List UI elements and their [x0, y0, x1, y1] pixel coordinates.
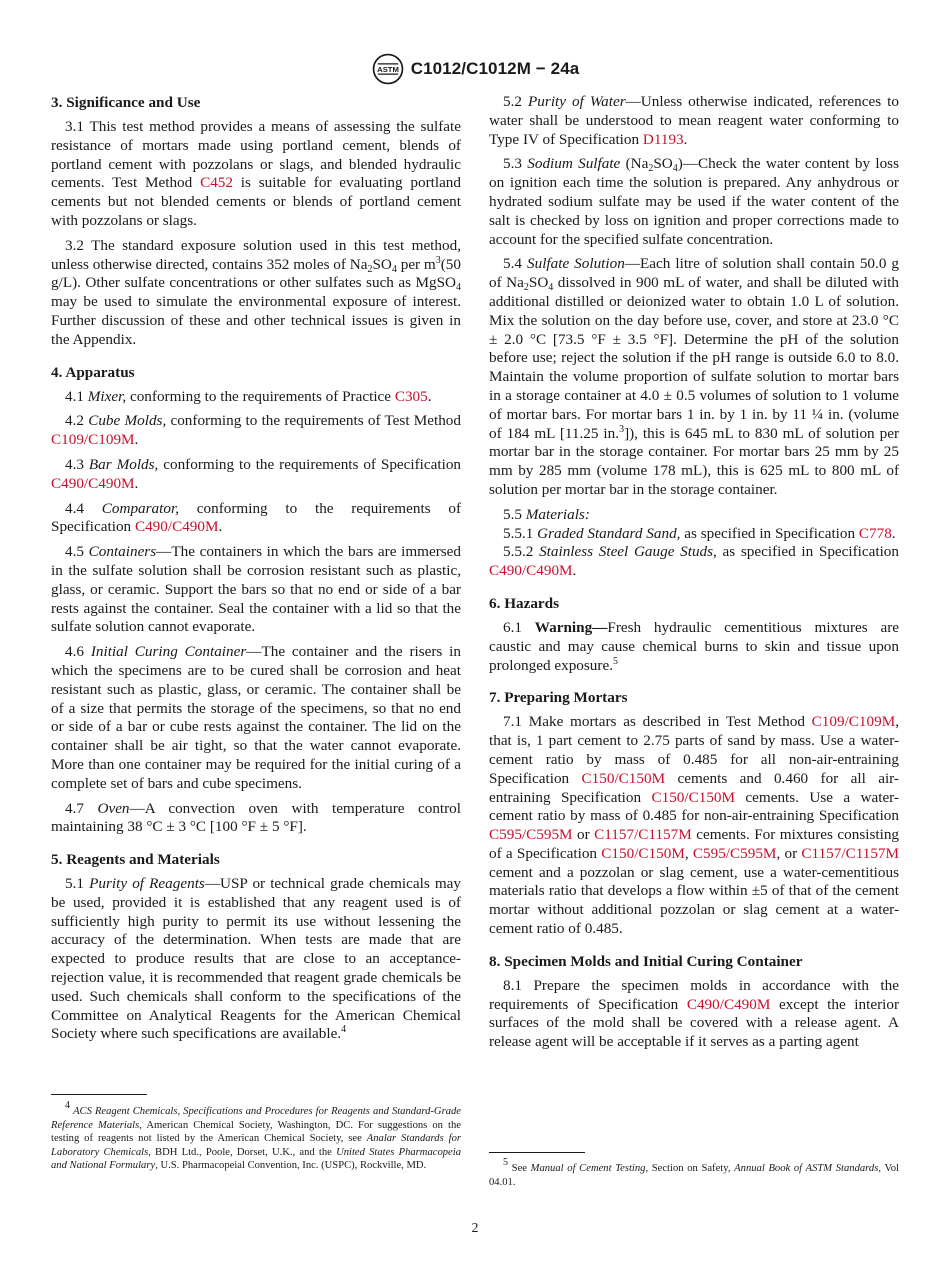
ref-c490-link[interactable]: C490/C490M [686, 995, 771, 1013]
footnote-5 [489, 1157, 899, 1189]
para-text: conforming to the requirements of Test Method [166, 412, 461, 430]
para-text: Fresh hydraulic cementitious mixtures are caustic and may cause chemical burns to skin and tissue upon prolonged exposure. [489, 618, 899, 674]
para-text: or [572, 826, 595, 844]
para-text: conforming to the requirements of Specification [158, 455, 462, 473]
para-text: 7.1 Make mortars as described in Test Method [503, 713, 812, 731]
subscript: 2 [367, 263, 373, 275]
para-num: 5.4 [503, 255, 527, 273]
para-num: 4.7 [65, 799, 98, 817]
para-num: 5.2 [503, 93, 529, 110]
para-num: 4.1 [65, 387, 88, 405]
ref-c150-link[interactable]: C150/C150M [601, 844, 685, 862]
footnote-text: United States Pharmacopeia and National Formulary [51, 1146, 461, 1171]
para-num: 5.5 [503, 505, 526, 523]
section-7-title: 7. Preparing Mortars [489, 689, 628, 707]
para-text: dissolved in 900 mL of water, and shall be diluted with additional distilled or deionized water to obtain 1.0 L of solution. Mix the solution on the day before use, cover, and store at 23.0 °C ± 2.0 °C [73.5 °F ± 3.5 °F]. Determine the pH of the solution before use; reject the solution if the pH range is outside 6.0 to 8.0. Maintain the volume proportion of sulfate solution to mortar bars in a storage container at 4.0 ± 0.5 volumes of solution to 1 volume of mortar bars. For mortar bars 1 in. by 1 in. by 11 ¼ in. (volume of 184 mL [11.25 in. [489, 274, 899, 442]
term: Oven [97, 799, 130, 817]
ref-c109-link[interactable]: C109/C109M [811, 713, 896, 731]
term: Sulfate Solution [527, 255, 625, 273]
para-4-7 [51, 800, 461, 838]
para-num: 5.5.2 [503, 543, 540, 561]
para-4-4: 4.4 Comparator, conforming to the requirements of Specification C490/C490M. [51, 499, 461, 536]
para-6-1 [489, 619, 899, 675]
footnote-4 [51, 1100, 462, 1173]
footnote-number: 4 [65, 1100, 70, 1111]
left-column [51, 93, 461, 1057]
ref-c452-link[interactable]: C452 [200, 174, 233, 192]
para-text: cements and 0.460 for all air-entraining Specification [489, 769, 899, 806]
para-text: —The container and the risers in which the specimens are to be cured shall be corrosion and heat resistant such as plastic, glass, or ceramic. The container shall be of a size that permits the storage of the specimens, so that no end or side of a bar or cube rests against the container. The lid on the container shall be air tight, so that the water cannot evaporate. More than one container may be required for the initial curing of a complete set of bars and cube specimens. [51, 643, 461, 792]
section-3 [51, 93, 461, 350]
subscript: 4 [548, 282, 554, 294]
term: Purity of Reagents [89, 875, 205, 893]
para-text: 8.1 Prepare the specimen molds in accordance with the requirements of Specification [489, 976, 899, 1013]
para-3-1-text: 3.1 This test method provides a means of assessing the sulfate resistance of mortars made using portland cement, blends of portland cement with pozzolans or slags, and blended hydraulic cements. Test Method [51, 118, 461, 192]
section-8-title: 8. Specimen Molds and Initial Curing Container [489, 952, 803, 970]
para-text: except the interior surfaces of the mold shall be covered with a release agent. A release agent will be acceptable if it serves as a parting agent [489, 995, 899, 1051]
para-text: , that is, 1 part cement to 2.75 parts of sand by mass. Use a water-cement ratio by mass of 0.485 for all non-air-entraining Specification [489, 713, 899, 787]
subscript: 2 [523, 282, 529, 294]
para-5-4 [489, 255, 899, 499]
para-4-3: 4.3 Bar Molds, conforming to the requirements of Specification C490/C490M. [51, 455, 462, 492]
term: Containers [88, 543, 157, 561]
ref-c778-link[interactable]: C778 [858, 524, 892, 542]
term: Comparator, [101, 499, 179, 517]
footnote-text: See [511, 1163, 531, 1174]
footnote-number: 5 [503, 1157, 508, 1168]
section-5-cont [489, 93, 899, 581]
footnote-text: ACS Reagent Chemicals, Specifications and Procedures for Reagents and Standard-Grade Reference Materials [51, 1106, 461, 1131]
para-text: —Each litre of solution shall contain 50.0 g of Na [489, 255, 900, 292]
para-text: )—Check the water content by loss on ignition each time the solution is prepared. Any anhydrous or hydrated sodium sulfate may be used if the water content of the salt is checked by loss on ignition and proper corrections made to account for the specified sulfate concentration. [489, 155, 899, 248]
para-num: 4.2 [65, 412, 89, 430]
section-3-title: 3. Significance and Use [51, 94, 201, 111]
warning-label: Warning— [534, 618, 608, 636]
page-header [0, 52, 950, 91]
para-num: 4.3 [65, 455, 89, 473]
para-3-2-a: 3.2 The standard exposure solution used in this test method, unless otherwise directed, contains 352 moles of Na [51, 236, 461, 273]
footnote-text: Manual of Cement Testing [530, 1163, 646, 1174]
section-6 [489, 594, 899, 675]
footnote-divider [489, 1152, 585, 1153]
para-text: conforming to the requirements of Specification [51, 499, 461, 536]
para-5-3 [489, 155, 899, 249]
para-3-2 [51, 237, 461, 350]
ref-c1157-link[interactable]: C1157/C1157M [801, 844, 900, 862]
footnote-divider [51, 1094, 147, 1095]
para-text: conforming to the requirements of Practice [126, 387, 395, 405]
footnote-text: , Vol 04.01. [489, 1163, 899, 1188]
para-4-2: 4.2 Cube Molds, conforming to the requirements of Test Method C109/C109M. [51, 412, 461, 449]
para-text: SO [653, 155, 673, 173]
footnote-text: , U.S. Pharmacopeial Convention, Inc. (USPC), Rockville, MD. [155, 1160, 427, 1171]
para-text: ]), this is 645 mL to 830 mL of solution per mortar bar in the storage container. For mortar bars 25 mm by 25 mm by 285 mm (volume 178 mL), this is 625 mL to 800 mL of solution per mortar bar in the storage container. [489, 424, 899, 498]
para-text: as specified in Specification [680, 524, 859, 542]
section-8 [489, 952, 899, 1052]
footnote-text: Analar Standards for Laboratory Chemicals [51, 1133, 461, 1158]
astm-logo-icon [371, 52, 405, 86]
para-5-5 [489, 506, 899, 525]
para-text: —USP or technical grade chemicals may be used, provided it is established that any reagent used is of sufficiently high purity to permit its use without lessening the accuracy of the determination. When tests are made that are expected to produce results that are close to an acceptance-rejection value, it is recommended that reagent grade chemicals be used. Such chemicals shall conform to the specifications of the Committee on Analytical Reagents for the American Chemical Society where such specifications are available. [51, 875, 462, 1043]
para-8-1 [489, 977, 899, 1052]
term: Cube Molds, [88, 412, 167, 430]
page-number: 2 [471, 1220, 479, 1235]
para-text: as specified in Specification [716, 543, 899, 561]
term: Stainless Steel Gauge Studs, [539, 543, 717, 561]
ref-c490-link[interactable]: C490/C490M [134, 518, 219, 536]
para-text: , [684, 844, 693, 862]
para-num: 4.4 [65, 499, 102, 517]
para-text: —A convection oven with temperature control maintaining 38 °C ± 3 °C [100 °F ± 5 °F]. [51, 799, 462, 836]
document-designation: C1012/C1012M − 24a [410, 59, 580, 78]
para-num: 5.1 [65, 875, 90, 893]
superscript: 3 [619, 423, 625, 435]
section-5 [51, 850, 461, 1044]
para-3-2-d: (50 g/L). Other sulfate concentrations or other sulfates such as MgSO [51, 255, 461, 292]
para-3-2-c: per m [396, 255, 436, 273]
para-text: cements. Use a water-cement ratio by mass of 0.485 for non-air-entraining Specification [489, 788, 899, 825]
footnote-mark[interactable]: 4 [341, 1024, 347, 1036]
para-5-5-2: 5.5.2 Stainless Steel Gauge Studs, as specified in Specification C490/C490M. [489, 543, 899, 580]
para-num: 5.3 [503, 155, 528, 173]
para-text: cements. For mixtures consisting of a Specification [489, 826, 900, 862]
term: Bar Molds, [88, 455, 159, 473]
term: Mixer, [87, 387, 127, 405]
subscript: 4 [456, 282, 461, 294]
right-column [489, 93, 899, 1065]
footnote-text: , BDH Ltd., Poole, Dorset, U.K., and the [148, 1146, 337, 1158]
term: Sodium Sulfate [527, 155, 621, 173]
ref-c1157-link[interactable]: C1157/C1157M [594, 826, 692, 844]
term: Materials: [525, 505, 590, 523]
para-text: (Na [620, 155, 649, 173]
ref-c490-link[interactable]: C490/C490M [51, 474, 135, 492]
para-4-5 [51, 543, 461, 637]
footnote-mark[interactable]: 5 [613, 655, 618, 667]
subscript: 2 [648, 163, 654, 175]
ref-c150-link[interactable]: C150/C150M [651, 788, 736, 806]
para-num: 4.5 [65, 543, 89, 561]
ref-c595-link[interactable]: C595/C595M [489, 826, 573, 844]
para-5-5-1: 5.5.1 Graded Standard Sand, as specified in Specification C778. [503, 524, 896, 542]
footnote-text: , Section on Safety, [645, 1163, 735, 1174]
para-text: SO [528, 274, 549, 292]
para-text: , or [776, 844, 802, 862]
ref-c305-link[interactable]: C305 [394, 387, 428, 405]
subscript: 4 [391, 263, 397, 275]
para-num: 6.1 [503, 618, 535, 636]
para-7-1 [489, 713, 899, 939]
ref-c150-link[interactable]: C150/C150M [581, 769, 666, 787]
term: Initial Curing Container [90, 643, 247, 661]
footnote-text: Annual Book of ASTM Standards [734, 1163, 879, 1174]
section-6-title: 6. Hazards [489, 594, 560, 612]
term: Purity of Water [528, 93, 626, 110]
para-num: 5.5.1 [503, 524, 538, 542]
para-num: 4.6 [65, 643, 91, 661]
para-4-1: 4.1 Mixer, conforming to the requirements of Practice C305. [65, 387, 432, 405]
ref-c490-link[interactable]: C490/C490M [489, 562, 573, 580]
para-text: —The containers in which the bars are immersed in the sulfate solution shall be corrosion resistant such as plastic, glass, or ceramic. Support the bars so that no end or side of a bar rests against the container. Seal the container with a lid so that the sulfate solution cannot evaporate. [51, 543, 461, 636]
section-7 [489, 688, 899, 939]
para-text: cement and a pozzolan or slag cement, use a water-cementitious materials ratio that develops a flow within ±5 of that of the cement mortar without additional pozzolan or slag cement at a water-cement ratio of 0.485. [489, 863, 899, 938]
section-5-title: 5. Reagents and Materials [51, 851, 220, 869]
section-4 [51, 363, 461, 838]
ref-c595-link[interactable]: C595/C595M [692, 844, 777, 862]
svg-text:ASTM: ASTM [376, 64, 399, 74]
para-3-1 [51, 118, 461, 231]
subscript: 4 [672, 163, 678, 175]
para-5-1 [51, 875, 461, 1044]
ref-d1193-link[interactable]: D1193 [642, 130, 684, 148]
para-3-1-tail: is suitable for evaluating portland cements but not blended cements or blends of portland cement with pozzolans or slags. [51, 174, 461, 229]
footnote-text: , American Chemical Society, Washington, DC. For suggestions on the testing of reagents not listed by the American Chemical Society, see [51, 1119, 462, 1144]
para-3-2-b: SO [372, 255, 392, 273]
ref-c109-link[interactable]: C109/C109M [51, 431, 135, 449]
para-4-6 [51, 643, 461, 793]
term: Graded Standard Sand, [537, 524, 681, 542]
section-4-title: 4. Apparatus [51, 363, 135, 381]
para-text: —Unless otherwise indicated, references to water shall be understood to mean reagent water conforming to Type IV of Specification [489, 93, 899, 148]
para-3-2-e: may be used to simulate the environmental exposure of interest. Further discussion of these and other technical issues is given in the Appendix. [51, 293, 461, 348]
superscript: 3 [435, 254, 441, 266]
para-5-2: 5.2 Purity of Water—Unless otherwise indicated, references to water shall be understood to mean reagent water conforming to Type IV of Specification D1193. [489, 93, 899, 148]
